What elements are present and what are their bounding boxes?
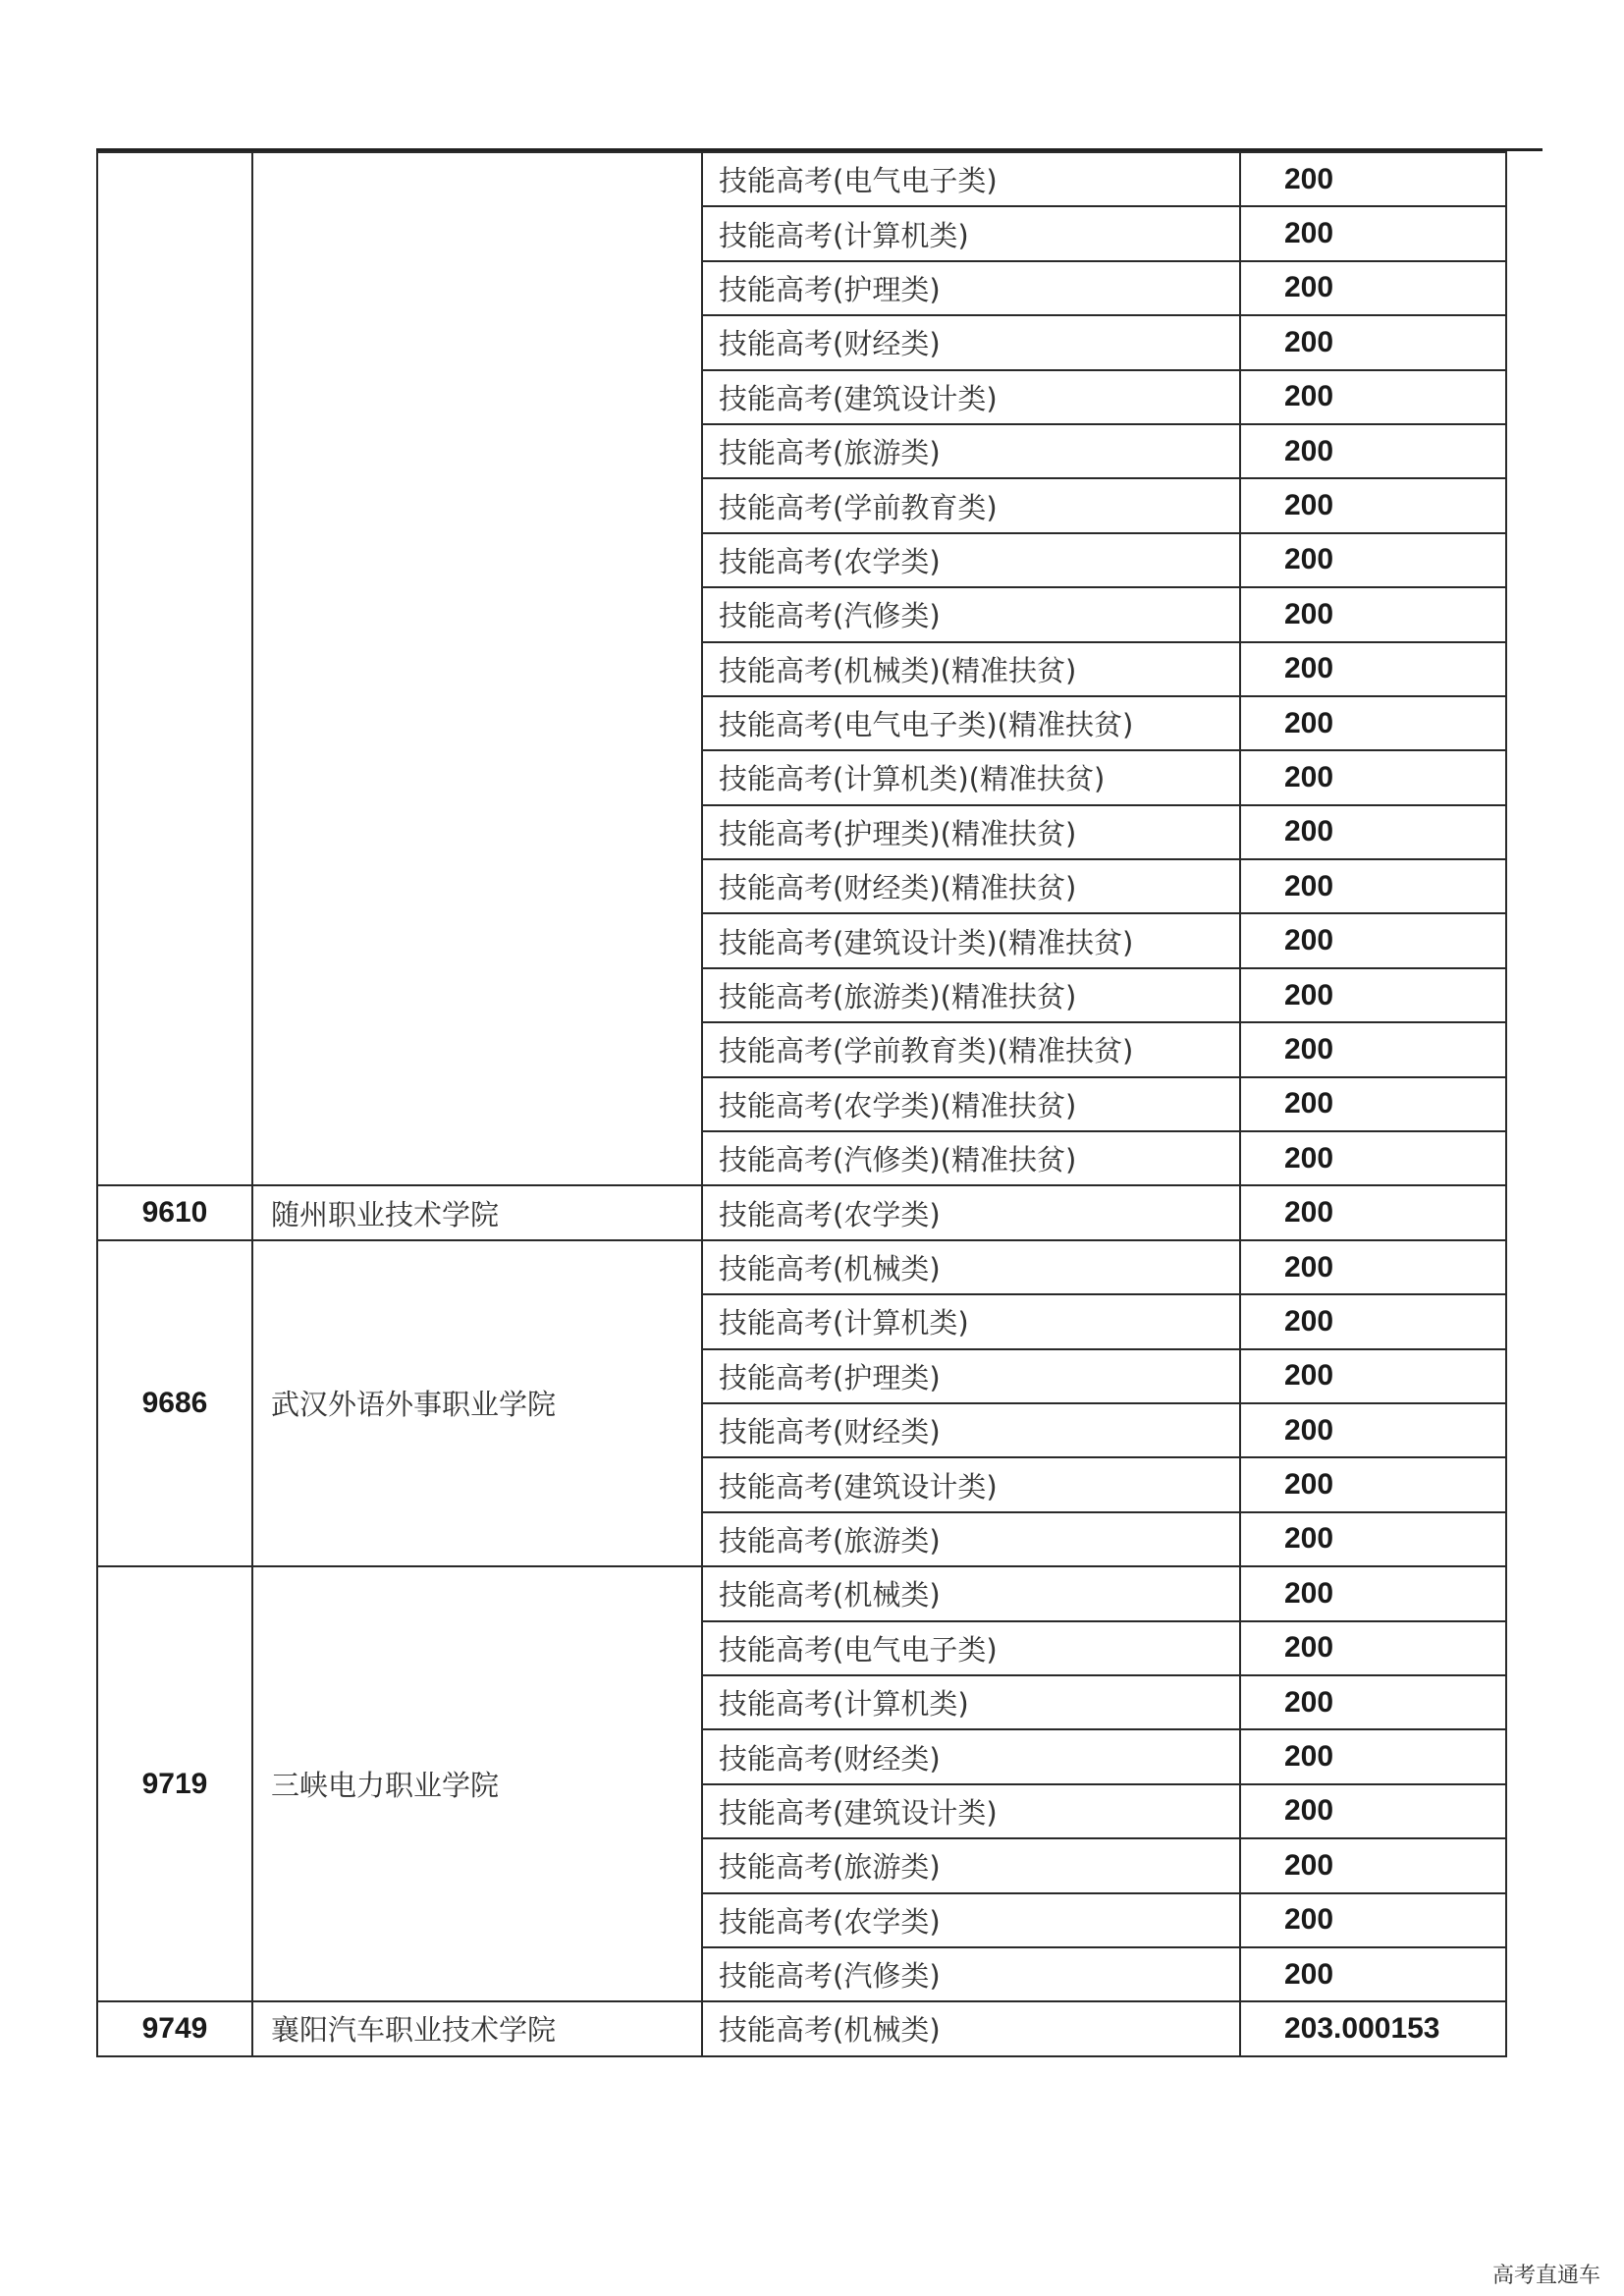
exam-category: 技能高考(旅游类) [702, 424, 1240, 478]
min-score: 200 [1240, 859, 1506, 913]
min-score: 200 [1240, 424, 1506, 478]
exam-category: 技能高考(机械类) [702, 1566, 1240, 1620]
min-score: 200 [1240, 1131, 1506, 1185]
min-score: 200 [1240, 913, 1506, 967]
school-code [97, 152, 252, 1185]
exam-category: 技能高考(旅游类) [702, 1838, 1240, 1892]
exam-category: 技能高考(机械类) [702, 2001, 1240, 2055]
min-score: 200 [1240, 805, 1506, 859]
exam-category: 技能高考(旅游类)(精准扶贫) [702, 968, 1240, 1022]
exam-category: 技能高考(农学类) [702, 1185, 1240, 1239]
exam-category: 技能高考(护理类) [702, 261, 1240, 315]
min-score: 200 [1240, 750, 1506, 804]
exam-category: 技能高考(汽修类)(精准扶贫) [702, 1131, 1240, 1185]
min-score: 200 [1240, 261, 1506, 315]
min-score: 200 [1240, 1729, 1506, 1783]
school-code: 9610 [97, 1185, 252, 1239]
min-score: 200 [1240, 1512, 1506, 1566]
min-score: 200 [1240, 1784, 1506, 1838]
school-name: 武汉外语外事职业学院 [252, 1240, 702, 1566]
school-name: 三峡电力职业学院 [252, 1566, 702, 2001]
exam-category: 技能高考(电气电子类) [702, 152, 1240, 206]
exam-category: 技能高考(农学类) [702, 1893, 1240, 1947]
table-row [97, 1185, 1506, 1239]
min-score: 200 [1240, 1566, 1506, 1620]
school-name: 随州职业技术学院 [252, 1185, 702, 1239]
school-code: 9749 [97, 2001, 252, 2055]
exam-category: 技能高考(护理类)(精准扶贫) [702, 805, 1240, 859]
exam-category: 技能高考(计算机类) [702, 206, 1240, 260]
exam-category: 技能高考(汽修类) [702, 1947, 1240, 2001]
min-score: 200 [1240, 1022, 1506, 1076]
min-score: 200 [1240, 1457, 1506, 1511]
min-score: 200 [1240, 1185, 1506, 1239]
school-code: 9719 [97, 1566, 252, 2001]
min-score: 200 [1240, 1240, 1506, 1294]
table-row [97, 152, 1506, 206]
min-score: 200 [1240, 478, 1506, 532]
school-code: 9686 [97, 1240, 252, 1566]
exam-category: 技能高考(建筑设计类)(精准扶贫) [702, 913, 1240, 967]
exam-category: 技能高考(护理类) [702, 1349, 1240, 1403]
min-score: 200 [1240, 1077, 1506, 1131]
exam-category: 技能高考(农学类)(精准扶贫) [702, 1077, 1240, 1131]
table-row [97, 1240, 1506, 1294]
footer-watermark: 高考直通车 [1491, 2264, 1600, 2288]
exam-category: 技能高考(计算机类)(精准扶贫) [702, 750, 1240, 804]
exam-category: 技能高考(汽修类) [702, 587, 1240, 641]
table-row [97, 1566, 1506, 1620]
min-score: 200 [1240, 1838, 1506, 1892]
min-score: 200 [1240, 315, 1506, 369]
min-score: 200 [1240, 1893, 1506, 1947]
min-score: 200 [1240, 370, 1506, 424]
exam-category: 技能高考(财经类) [702, 315, 1240, 369]
min-score: 200 [1240, 1947, 1506, 2001]
min-score: 200 [1240, 1621, 1506, 1675]
min-score: 200 [1240, 152, 1506, 206]
exam-category: 技能高考(建筑设计类) [702, 1457, 1240, 1511]
school-name: 襄阳汽车职业技术学院 [252, 2001, 702, 2055]
min-score: 200 [1240, 968, 1506, 1022]
exam-category: 技能高考(农学类) [702, 533, 1240, 587]
exam-category: 技能高考(机械类)(精准扶贫) [702, 642, 1240, 696]
table-row [97, 2001, 1506, 2055]
exam-category: 技能高考(学前教育类)(精准扶贫) [702, 1022, 1240, 1076]
min-score: 200 [1240, 206, 1506, 260]
admission-score-table [96, 151, 1507, 2057]
min-score: 200 [1240, 533, 1506, 587]
min-score: 200 [1240, 1294, 1506, 1348]
exam-category: 技能高考(计算机类) [702, 1675, 1240, 1729]
exam-category: 技能高考(旅游类) [702, 1512, 1240, 1566]
min-score: 200 [1240, 642, 1506, 696]
min-score: 200 [1240, 696, 1506, 750]
exam-category: 技能高考(计算机类) [702, 1294, 1240, 1348]
min-score: 200 [1240, 587, 1506, 641]
exam-category: 技能高考(电气电子类)(精准扶贫) [702, 696, 1240, 750]
exam-category: 技能高考(财经类) [702, 1729, 1240, 1783]
exam-category: 技能高考(建筑设计类) [702, 1784, 1240, 1838]
school-name [252, 152, 702, 1185]
min-score: 200 [1240, 1349, 1506, 1403]
table-body [97, 152, 1506, 2056]
exam-category: 技能高考(电气电子类) [702, 1621, 1240, 1675]
exam-category: 技能高考(财经类)(精准扶贫) [702, 859, 1240, 913]
exam-category: 技能高考(财经类) [702, 1403, 1240, 1457]
exam-category: 技能高考(建筑设计类) [702, 370, 1240, 424]
exam-category: 技能高考(机械类) [702, 1240, 1240, 1294]
exam-category: 技能高考(学前教育类) [702, 478, 1240, 532]
min-score: 200 [1240, 1403, 1506, 1457]
min-score: 200 [1240, 1675, 1506, 1729]
min-score: 203.000153 [1240, 2001, 1506, 2055]
